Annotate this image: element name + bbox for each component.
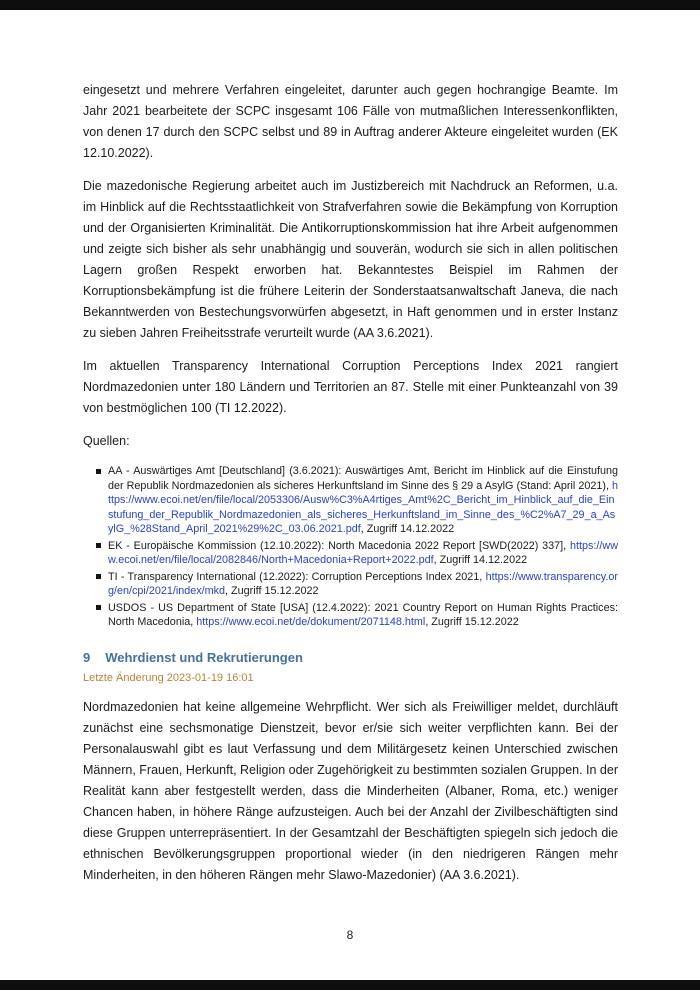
bullet-icon <box>96 543 101 548</box>
sources-label: Quellen: <box>83 434 130 448</box>
paragraph-military-service: Nordmazedonien hat keine allgemeine Wehrpflicht. Wer sich als Freiwilliger meldet, durchläuft zunächst eine sechsmonatige Dienstzeit, bevor er/sie sich weiter verpflichten kann. Bei der Personalauswahl gibt es laut Verfassung und dem Militärgesetz keinen Unterschied zwischen Männern, Frauen, Herkunft, Religion oder Zugehörigkeit zu bestimmten sozialen Gruppen. In der Realität kann aber festgestellt werden, dass die Minderheiten (Albaner, Roma, etc.) weniger Chancen haben, in höhere Ränge aufzusteigen. Auch bei der Anzahl der Zivilbeschäftigten sind diese Gruppen unterrepräsentiert. In der Gesamtzahl der Beschäftigten spiegeln sich jedoch die ethnischen Bevölkerungsgruppen proportional wieder (in den niedrigeren Rängen mehr Minderheiten, in den höheren Rängen mehr Slawo-Mazedonier) (AA 3.6.2021). <box>83 699 619 882</box>
source-link[interactable]: https://www.ecoi.net/en/file/local/2082846/North+Macedonia+Report+2022.pdf <box>108 539 618 566</box>
bullet-icon <box>96 469 101 474</box>
paragraph-transparency-index: Im aktuellen Transparency International Corruption Perceptions Index 2021 rangiert Nordmazedonien unter 180 Ländern und Territorien an 87. Stelle mit einer Punkteanzahl von 39 von bestmöglichen 100 (TI 12.2022). <box>83 359 618 415</box>
section-number: 9 <box>83 649 91 665</box>
last-modified-timestamp: Letzte Änderung 2023-01-19 16:01 <box>83 671 254 684</box>
source-text: AA - Auswärtiges Amt [Deutschland] (3.6.2021): Auswärtiges Amt, Bericht im Hinblick auf die Einstufung der Republik Nordmazedonien als sicheres Herkunftsland im Sinne des § 29 a AsylG (Stand: April 2021), <box>108 465 618 492</box>
source-text: TI - Transparency International (12.2022): Corruption Perceptions Index 2021, <box>108 570 486 583</box>
bullet-icon <box>96 574 101 579</box>
source-item-usdos <box>96 601 618 630</box>
source-link[interactable]: https://www.ecoi.net/en/file/local/2053306/Ausw%C3%A4rtiges_Amt%2C_Bericht_im_Hinblick_auf_die_Einstufung_der_Republik_Nordmazedonien_als_sicheres_Herkunftsland_im_Sinne_des_%C2%A7_29_a_AsylG_%28Stand_April_2021%29%2C_03.06.2021.pdf <box>108 479 618 535</box>
source-text: USDOS - US Department of State [USA] (12.4.2022): 2021 Country Report on Human Rights Practices: North Macedonia, <box>108 601 618 628</box>
paragraph-corruption-cases: eingesetzt und mehrere Verfahren eingeleitet, darunter auch gegen hochrangige Beamte. Im Jahr 2021 bearbeitete der SCPC insgesamt 106 Fälle von mutmaßlichen Interessenkonflikten, von denen 17 durch den SCPC selbst und 89 in Auftrag anderer Akteure eingeleitet wurden (EK 12.10.2022). <box>83 83 618 160</box>
source-text: , Zugriff 15.12.2022 <box>225 585 319 597</box>
source-item-ek <box>96 539 618 568</box>
source-text: , Zugriff 15.12.2022 <box>425 616 519 628</box>
source-text: , Zugriff 14.12.2022 <box>360 523 455 535</box>
source-text: EK - Europäische Kommission (12.10.2022): North Macedonia 2022 Report [SWD(2022) 337], <box>108 539 570 552</box>
document-page <box>0 10 700 980</box>
source-item-ti <box>96 570 618 599</box>
bullet-icon <box>96 605 101 610</box>
source-link[interactable]: https://www.transparency.org/en/cpi/2021/index/mkd <box>108 570 618 597</box>
source-link[interactable]: https://www.ecoi.net/de/dokument/2071148.html <box>196 616 426 628</box>
section-heading <box>83 650 618 665</box>
paragraph-justice-reforms: Die mazedonische Regierung arbeitet auch im Justizbereich mit Nachdruck an Reformen, u.a. im Hinblick auf die Rechtsstaatlichkeit von Strafverfahren sowie die Bekämpfung von Korruption und der Organisierten Kriminalität. Die Antikorruptionskommission hat ihre Arbeit aufgenommen und zeigte sich bisher als sehr unabhängig und souverän, wodurch sie sich in allen politischen Lagern großen Respekt erworben hat. Bekanntestes Beispiel im Rahmen der Korruptionsbekämpfung ist die frühere Leiterin der Sonderstaatsanwaltschaft Janeva, die nach Bekanntwerden von Bestechungsvorwürfen abgesetzt, in Haft genommen und in erster Instanz zu sieben Jahren Freiheitsstrafe verurteilt wurde (AA 3.6.2021). <box>83 179 618 340</box>
sources-list <box>96 464 618 630</box>
section-title: Wehrdienst und Rekrutierungen <box>105 649 303 665</box>
page-number: 8 <box>346 928 354 942</box>
source-text: , Zugriff 14.12.2022 <box>433 554 528 566</box>
source-item-aa <box>96 464 618 537</box>
